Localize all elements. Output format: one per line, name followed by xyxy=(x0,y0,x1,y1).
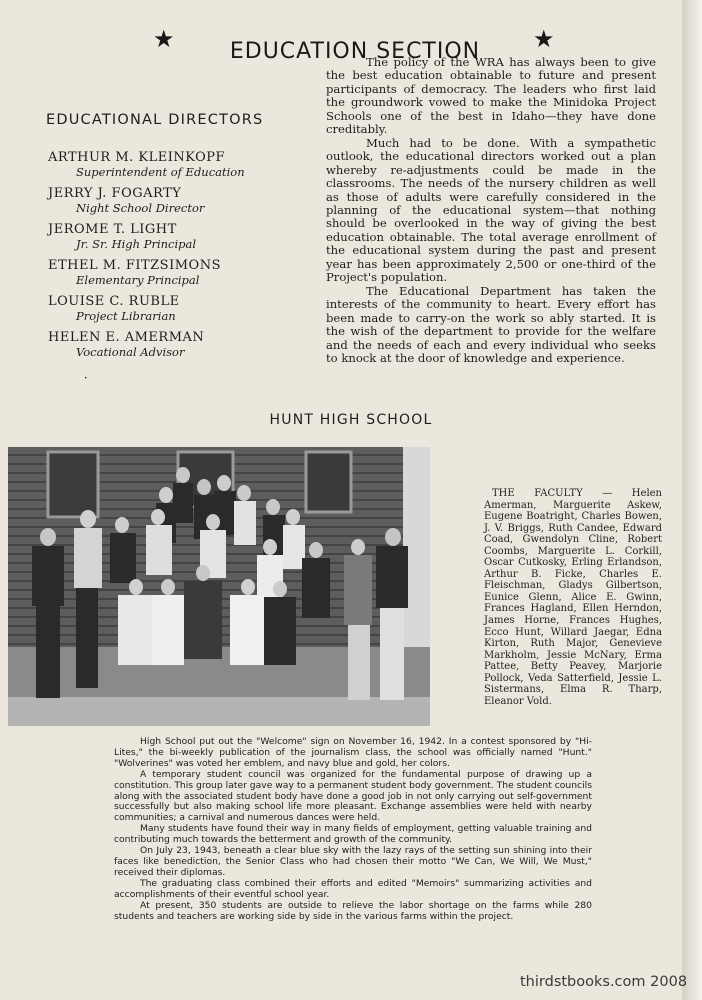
faculty-caption xyxy=(484,488,662,707)
director-role: Vocational Advisor xyxy=(76,345,185,359)
director-name: LOUISE C. RUBLE xyxy=(48,294,180,309)
body-paragraph: A temporary student council was organized for the fundamental purpose of drawing up a constitution. This group later gave way to a permanent student body government. The student councils along with the associated student body have done a good job in not only carrying out self-government successfully but also making school life more pleasant. Exchange assemblies were held with nearby communities; a carnival and numerous dances were held. xyxy=(114,768,592,824)
director-name: JEROME T. LIGHT xyxy=(48,222,177,237)
faculty-caption-text: THE FACULTY — Helen Amerman, Marguerite Askew, Eugene Boatright, Charles Bowen, J. V. Briggs, Ruth Candee, Edward Coad, Gwendolyn Cline, Robert Coombs, Marguerite L. Corkill, Oscar Cutkosky, Erling Erlandson, Arthur B. Ficke, Charles E. Fleischman, Gladys Gilbertson, Eunice Glenn, Alice E. Gwinn, Frances Hagland, Ellen Herndon, James Horne, Frances Hughes, Ecco Hunt, Willard Jaegar, Edna Kirton, Ruth Major, Genevieve Markholm, Jessie McNary, Erma Pattee, Betty Peavey, Marjorie Pollock, Veda Satterfield, Jessie L. Sistermans, Elma R. Tharp, Eleanor Vold. xyxy=(484,488,662,707)
body-paragraph: The graduating class combined their efforts and edited "Memoirs" summarizing activities and accomplishments of their eventful school year. xyxy=(114,877,592,900)
section-title: EDUCATION SECTION xyxy=(229,38,481,64)
director-name: HELEN E. AMERMAN xyxy=(48,330,205,345)
high-school-text xyxy=(114,737,592,922)
faculty-photo xyxy=(8,447,430,726)
director-name: ARTHUR M. KLEINKOPF xyxy=(48,150,226,165)
policy-paragraph: The Educational Department has taken the interests of the community to heart. Every effort has been made to carry-on the work so ably started. It is the wish of the department to provide for the welfare and the needs of each and every individual who seeks to knock at the door of knowledge and experience. xyxy=(326,283,656,365)
star-icon: ★ xyxy=(153,25,175,53)
ink-mark: ‧ xyxy=(80,370,92,386)
high-school-heading: HUNT HIGH SCHOOL xyxy=(269,412,433,428)
director-role: Superintendent of Education xyxy=(76,165,245,179)
body-paragraph: At present, 350 students are outside to relieve the labor shortage on the farms while 280 students and teachers are working side by side in the various farms within the project. xyxy=(114,899,592,922)
directors-heading: EDUCATIONAL DIRECTORS xyxy=(46,112,264,128)
policy-text xyxy=(326,56,656,365)
director-entry xyxy=(48,258,318,287)
policy-paragraph: Much had to be done. With a sympathetic outlook, the educational directors worked out a plan whereby re-adjustments could be made in the classrooms. The needs of the nursery children as well as those of adults were carefully considered in the planning of the educational system—that nothing should be overlooked in the way of giving the best education obtainable. The total average enrollment of the educational system during the past and present year has been approximately 2,500 or one-third of the Project's population. xyxy=(326,135,656,285)
director-entry xyxy=(48,222,318,251)
director-role: Jr. Sr. High Principal xyxy=(76,237,197,251)
body-paragraph: High School put out the "Welcome" sign on November 16, 1942. In a contest sponsored by "Hi-Lites," the bi-weekly publication of the journalism class, the school was officially named "Hunt." "Wolverines" was voted her emblem, and navy blue and gold, her colors. xyxy=(114,736,592,769)
star-icon: ★ xyxy=(533,25,555,53)
body-paragraph: On July 23, 1943, beneath a clear blue sky with the lazy rays of the setting sun shining into their faces like benediction, the Senior Class who had chosen their motto "We Can, We Will, We Must," received their diplomas. xyxy=(114,845,592,878)
section-header xyxy=(0,22,682,64)
body-paragraph: Many students have found their way in many fields of employment, getting valuable training and contributing much towards the betterment and growth of the community. xyxy=(114,823,592,846)
director-name: JERRY J. FOGARTY xyxy=(48,186,182,201)
director-role: Night School Director xyxy=(76,201,205,215)
director-entry xyxy=(48,186,318,215)
watermark-text: thirdstbooks.com 2008 xyxy=(520,974,688,990)
director-entry xyxy=(48,330,318,359)
director-name: ETHEL M. FITZSIMONS xyxy=(48,258,221,273)
director-role: Project Librarian xyxy=(76,309,176,323)
director-entry xyxy=(48,294,318,323)
director-role: Elementary Principal xyxy=(76,273,200,287)
director-entry xyxy=(48,150,318,179)
directors-list xyxy=(48,150,318,366)
page-edge xyxy=(682,0,702,1000)
policy-paragraph: The policy of the WRA has always been to give the best education obtainable to future and present participants of democracy. The leaders who first laid the groundwork vowed to make the Minidoka Project Schools one of the best in Idaho—they have done creditably. xyxy=(326,55,656,137)
faculty-photo-illustration xyxy=(8,447,430,726)
